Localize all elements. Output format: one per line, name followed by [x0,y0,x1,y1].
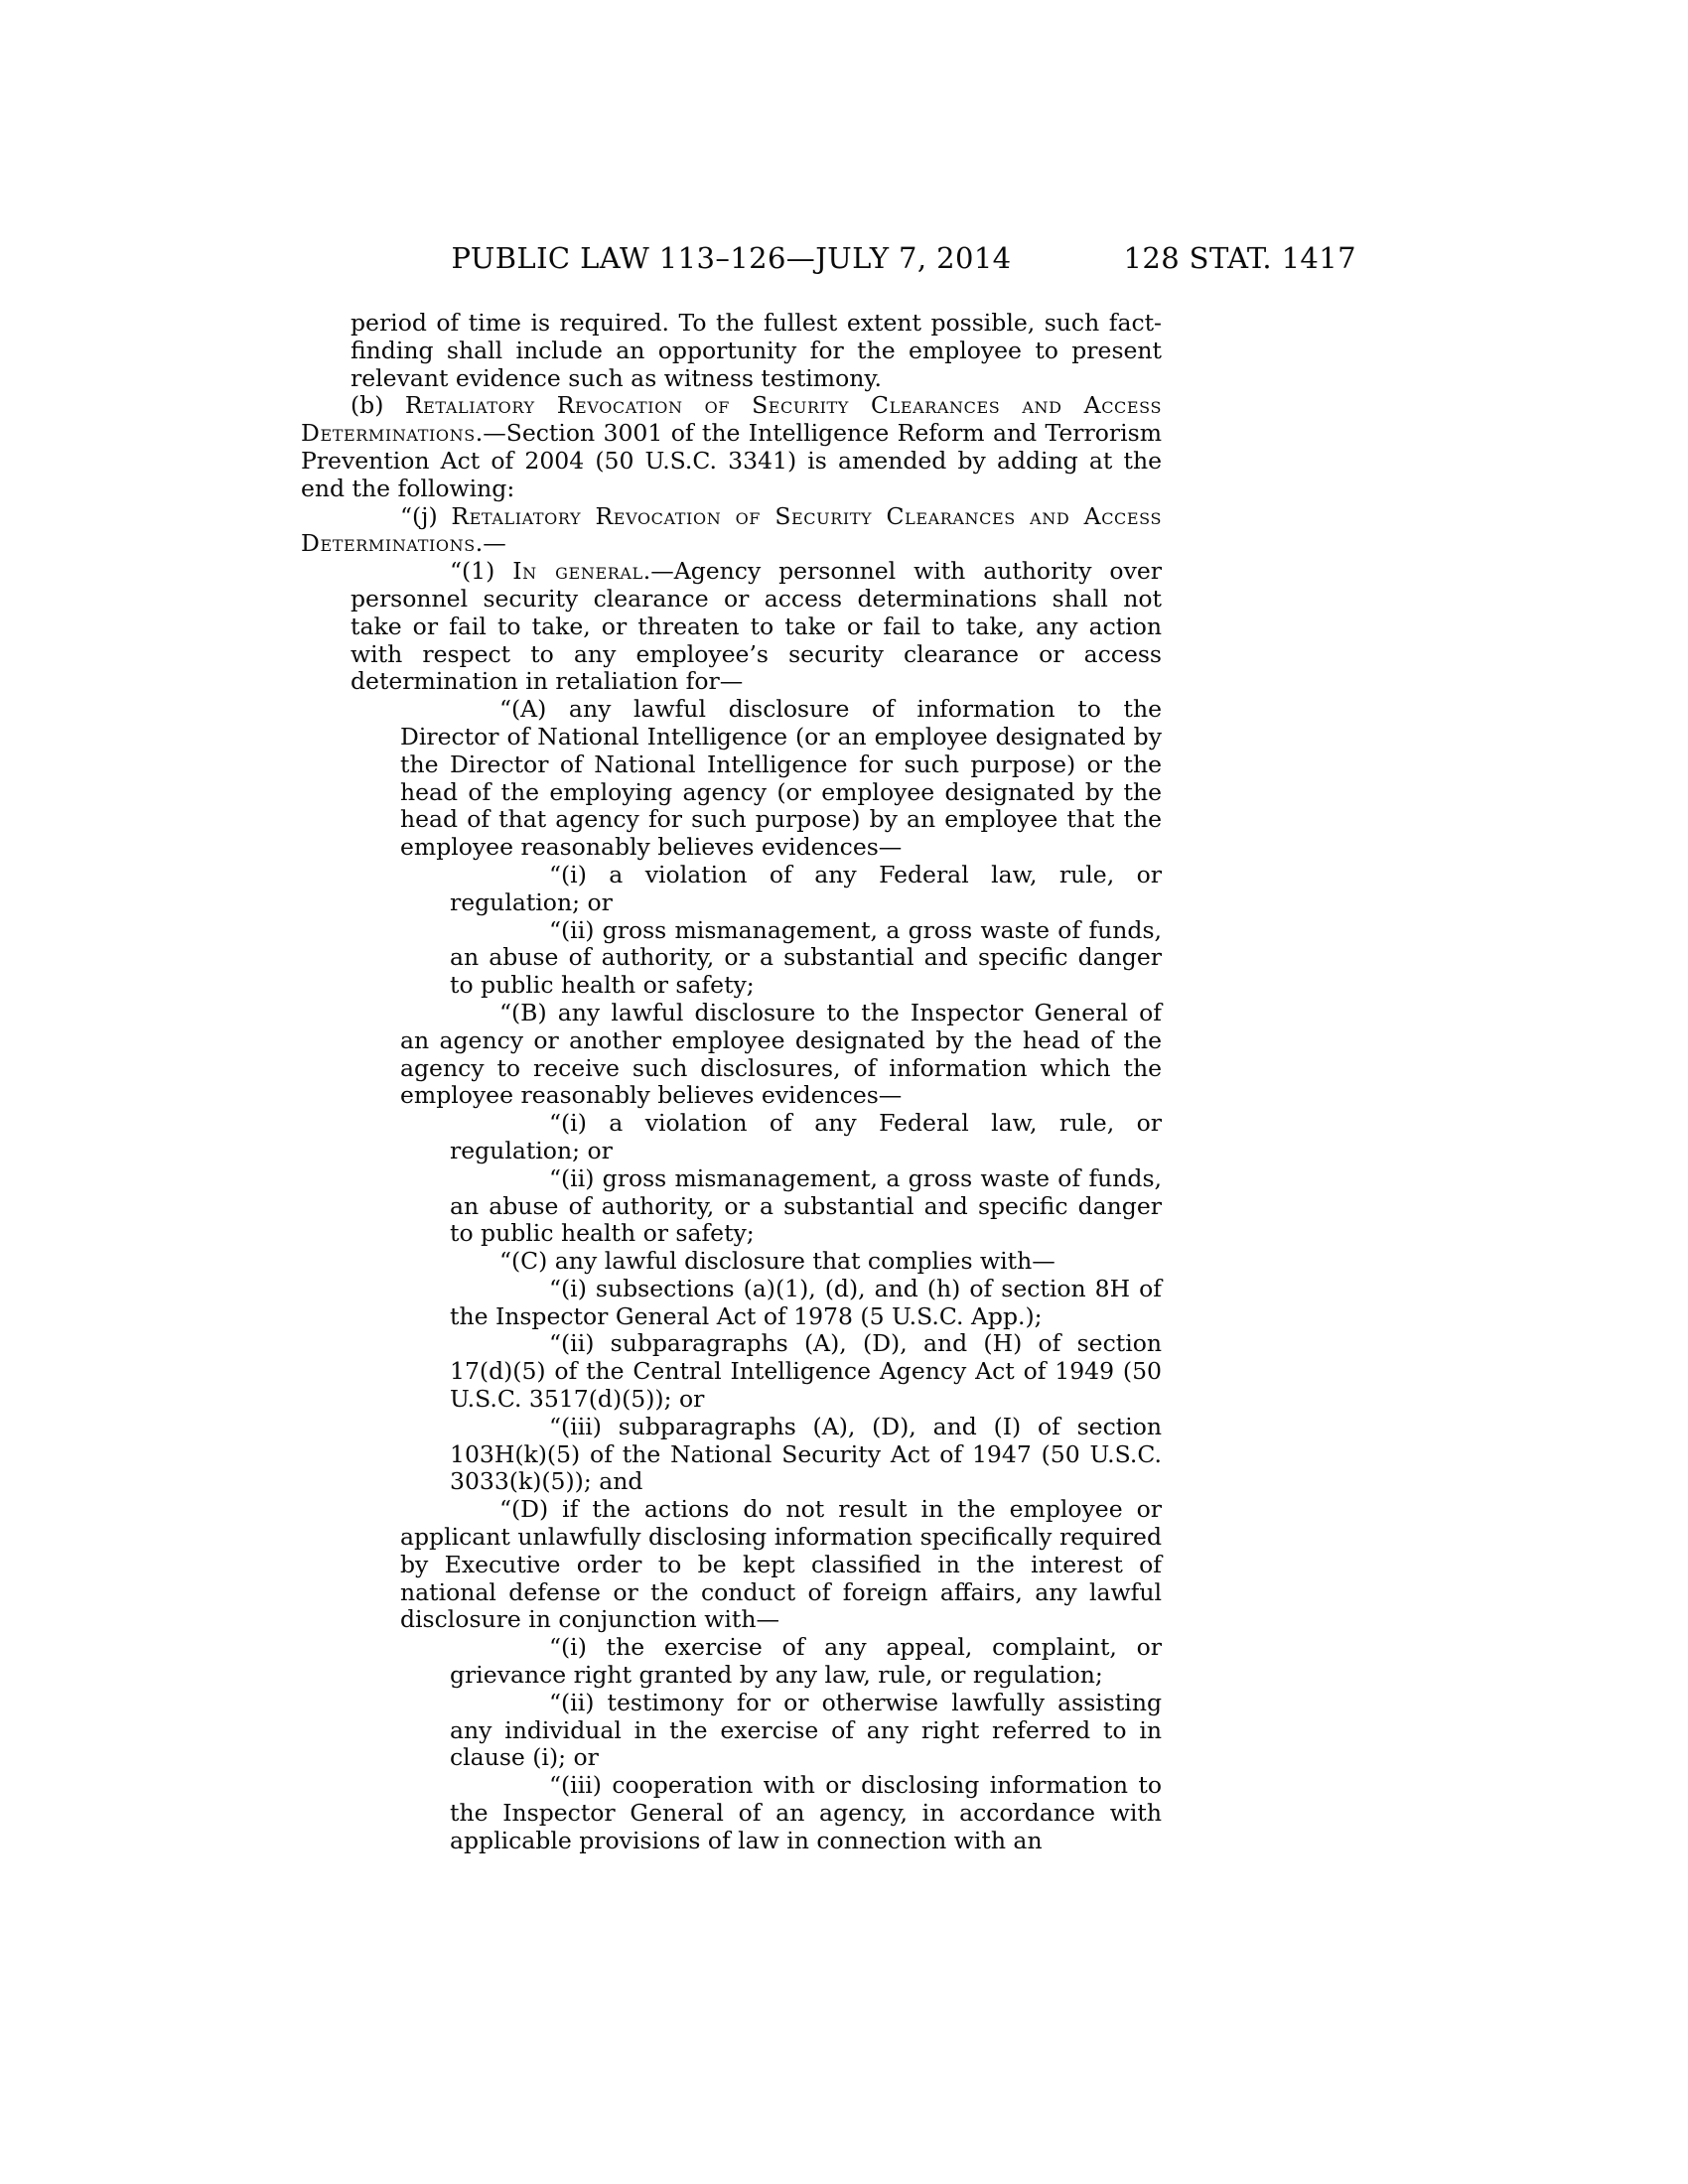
text-run: “(i) a violation of any Federal law, rule, or regulation; or [450,1109,1162,1164]
law-title: PUBLIC LAW 113–126—JULY 7, 2014 [451,241,1012,275]
text-run: “(i) the exercise of any appeal, complaint, or grievance right granted by any law, rule, or regulation; [450,1633,1162,1690]
text-run: “(i) a violation of any Federal law, rule, or regulation; or [450,860,1162,916]
text-run: “(C) any lawful disclosure that complies with— [499,1247,1055,1276]
paragraph-subsection-b [301,392,1162,502]
paragraph-D [301,1496,1162,1634]
text-run: “(iii) subparagraphs (A), (D), and (I) of section 103H(k)(5) of the National Security Act of 1947 (50 U.S.C. 3033(k)(5)); and [450,1412,1162,1496]
paragraph-B [301,1000,1162,1110]
paragraph-1-in-general [301,558,1162,696]
text-run: .—Section 3001 of the Intelligence Reform and Terrorism Prevention Act of 2004 (50 U.S.C. 3341) is amended by adding at the end the following: [301,419,1162,502]
text-run: “(iii) cooperation with or disclosing information to the Inspector General of an agency, in accordance with applicable provisions of law in connection with an [450,1771,1162,1854]
paragraph-B-ii [301,1165,1162,1248]
text-run: “(ii) subparagraphs (A), (D), and (H) of section 17(d)(5) of the Central Intelligence Agency Act of 1949 (50 U.S.C. 3517(d)(5)); or [450,1329,1162,1414]
text-run: (b) [351,391,405,420]
paragraph-subsection-j [301,503,1162,559]
text-run: “(1) [450,557,513,586]
smallcaps-heading: Retaliatory Revocation of Security Clearances and Access Determinations [301,391,1163,448]
smallcaps-heading: In general [512,557,643,586]
text-run: “(D) if the actions do not result in the employee or applicant unlawfully disclosing information specifically required by Executive order to be kept classified in the interest of national defense or the conduct of foreign affairs, any lawful disclosure in conjunction with— [400,1495,1162,1634]
paragraph-A-i [301,862,1162,917]
text-run: period of time is required. To the fullest extent possible, such fact-finding shall include an opportunity for the employee to present relevant evidence such as witness testimony. [351,309,1162,392]
stat-citation: 128 STAT. 1417 [1123,241,1356,275]
paragraph-D-i [301,1634,1162,1690]
text-run: “(i) subsections (a)(1), (d), and (h) of section 8H of the Inspector General Act of 1978 (5 U.S.C. App.); [450,1274,1162,1330]
paragraph-D-iii [301,1772,1162,1854]
text-run: “(A) any lawful disclosure of information to the Director of National Intelligence (or an employee designated by the Director of National Intelligence for such purpose) or the head of the employing agency (or employee designated by the head of that agency for such purpose) by an employee that the employee reasonably believes evidences— [400,695,1162,862]
text-run: “(ii) gross mismanagement, a gross waste of funds, an abuse of authority, or a substantial and specific danger to public health or safety; [450,1163,1162,1248]
smallcaps-heading: Retaliatory Revocation of Security Clearances and Access Determinations [301,501,1163,558]
text-run: .— [475,529,506,558]
paragraph-C [301,1248,1162,1276]
paragraph-C-iii [301,1414,1162,1496]
paragraph-B-i [301,1110,1162,1165]
page-header [301,241,1356,281]
paragraph-D-ii [301,1690,1162,1772]
text-run: “(ii) gross mismanagement, a gross waste of funds, an abuse of authority, or a substantial and specific danger to public health or safety; [450,915,1162,1000]
text-run: “(j) [400,501,452,530]
paragraph-A [301,696,1162,862]
text-run: “(B) any lawful disclosure to the Inspector General of an agency or another employee designated by the head of the agency to receive such disclosures, of information which the employee reasonably believes evidences— [400,998,1162,1110]
text-run: “(ii) testimony for or otherwise lawfully assisting any individual in the exercise of any right referred to in clause (i); or [450,1688,1162,1772]
paragraph-C-ii [301,1330,1162,1413]
paragraph-continuation [301,310,1162,392]
paragraph-C-i [301,1276,1162,1331]
paragraph-A-ii [301,917,1162,1000]
text-run: .—Agency personnel with authority over personnel security clearance or access determinations shall not take or fail to take, or threaten to take or fail to take, any action with respect to any employee’s security clearance or access determination in retaliation for— [351,557,1162,696]
statute-text [301,310,1162,1855]
